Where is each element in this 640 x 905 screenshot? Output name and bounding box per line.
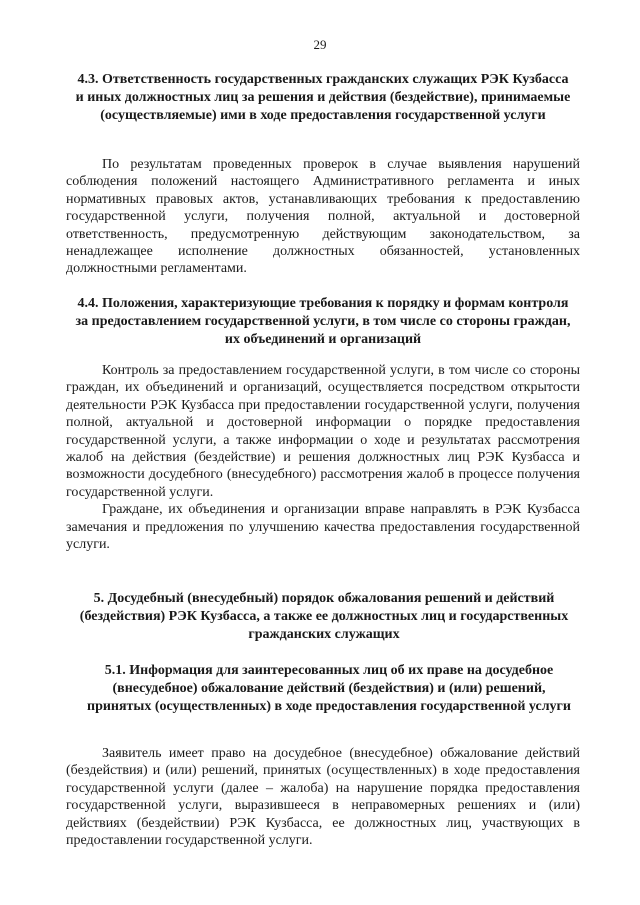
section-4-4-body	[66, 362, 580, 553]
section-4-3-body	[66, 156, 580, 278]
paragraph: Заявитель имеет право на досудебное (внесудебное) обжалование действий (бездействия) и (или) решений, принятых (осуществленных) в ходе предоставления государственной услуги (далее – жалоба) на нарушение порядка предоставления государственной услуги, выразившееся в неправомерных решениях и (или) действиях (бездействии) РЭК Кузбасса, ее должностных лиц, участвующих в предоставлении государственной услуги.	[66, 746, 580, 849]
section-heading: 5. Досудебный (внесудебный) порядок обжалования решений и действий (бездействия) РЭК Кузбасса, а также ее должностных лиц и государственных гражданских служащих	[79, 591, 569, 642]
section-5-1	[86, 662, 572, 716]
section-heading: 4.3. Ответственность государственных гражданских служащих РЭК Кузбасса и иных должностных лиц за решения и действия (бездействие), принимаемые (осуществляемые) ими в ходе предоставления государственной услуги	[75, 72, 571, 123]
section-heading: 4.4. Положения, характеризующие требования к порядку и формам контроля за предоставлением государственной услуги, в том числе со стороны граждан, их объединений и организаций	[75, 296, 571, 347]
paragraph: По результатам проведенных проверок в случае выявления нарушений соблюдения положений настоящего Административного регламента и иных нормативных правовых актов, устанавливающих требования к предоставлению государственной услуги, получения полной, актуальной и достоверной ответственность, предусмотренную действующим законодательством, за ненадлежащее исполнение должностных обязанностей, установленных должностными регламентами.	[66, 157, 580, 277]
paragraph: Граждане, их объединения и организации вправе направлять в РЭК Кузбасса замечания и предложения по улучшению качества предоставления государственной услуги.	[66, 502, 580, 553]
page-number: 29	[313, 37, 327, 52]
section-5	[74, 590, 574, 644]
section-heading: 5.1. Информация для заинтересованных лиц об их праве на досудебное (внесудебное) обжалование действий (бездействия) и (или) решений, принятых (осуществленных) в ходе предоставления государственной услуги	[87, 663, 571, 714]
section-4-4	[66, 295, 580, 349]
section-4-3	[66, 71, 580, 125]
paragraph: Контроль за предоставлением государственной услуги, в том числе со стороны граждан, их объединений и организаций, осуществляется посредством открытости деятельности РЭК Кузбасса при предоставлении государственной услуги, получения полной, актуальной и достоверной информации о порядке предоставления государственной услуги, а также информации о ходе и результатах рассмотрения жалоб на действия (бездействие) и решения должностных лиц РЭК Кузбасса и возможности досудебного (внесудебного) рассмотрения жалоб в процессе получения государственной услуги.	[66, 363, 580, 500]
section-5-1-body	[66, 745, 580, 849]
